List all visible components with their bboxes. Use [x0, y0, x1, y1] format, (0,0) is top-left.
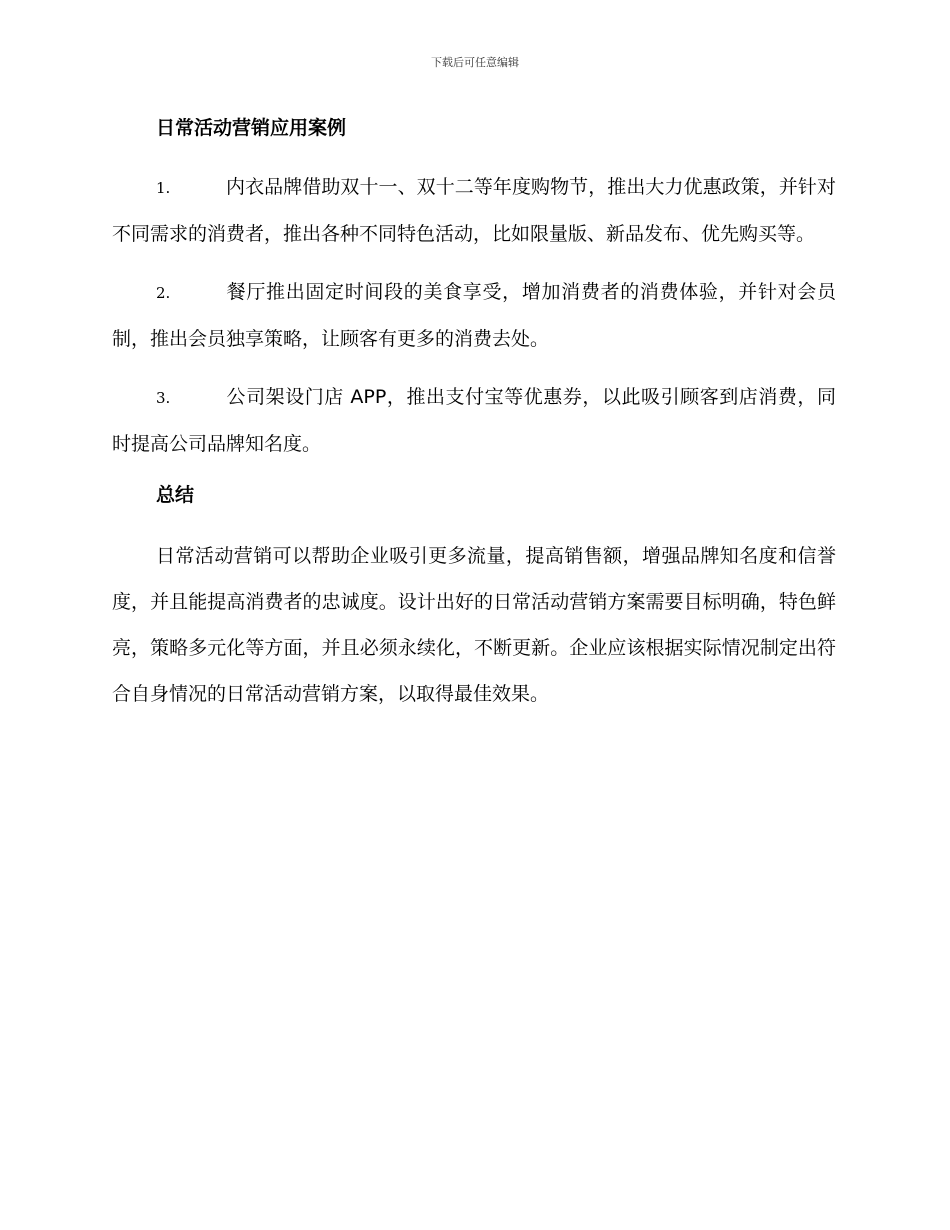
case-item-3-number: 3.: [156, 389, 171, 407]
summary-paragraph: 日常活动营销可以帮助企业吸引更多流量，提高销售额，增强品牌知名度和信誉度，并且能提高消费者的忠诚度。设计出好的日常活动营销方案需要目标明确，特色鲜亮，策略多元化等方面，并且必须永续化，不断更新。企业应该根据实际情况制定出符合自身情况的日常活动营销方案，以取得最佳效果。: [112, 545, 836, 705]
header-note: 下载后可任意编辑: [431, 56, 519, 69]
case-item-1: [112, 164, 836, 257]
case-item-3-text: 公司架设门店 APP，推出支付宝等优惠券，以此吸引顾客到店消费，同时提高公司品牌知名度。: [112, 386, 836, 455]
case-item-2-text: 餐厅推出固定时间段的美食享受，增加消费者的消费体验，并针对会员制，推出会员独享策略，让顾客有更多的消费去处。: [112, 281, 836, 350]
case-item-2: [112, 269, 836, 362]
section-title-summary: 总结: [156, 484, 195, 506]
case-item-2-number: 2.: [156, 284, 171, 302]
section-title-cases: 日常活动营销应用案例: [156, 117, 347, 139]
case-item-3: [112, 374, 836, 467]
case-item-1-number: 1.: [156, 179, 171, 197]
case-item-1-text: 内衣品牌借助双十一、双十二等年度购物节，推出大力优惠政策，并针对不同需求的消费者，推出各种不同特色活动，比如限量版、新品发布、优先购买等。: [112, 176, 836, 245]
document-content: [112, 112, 836, 729]
